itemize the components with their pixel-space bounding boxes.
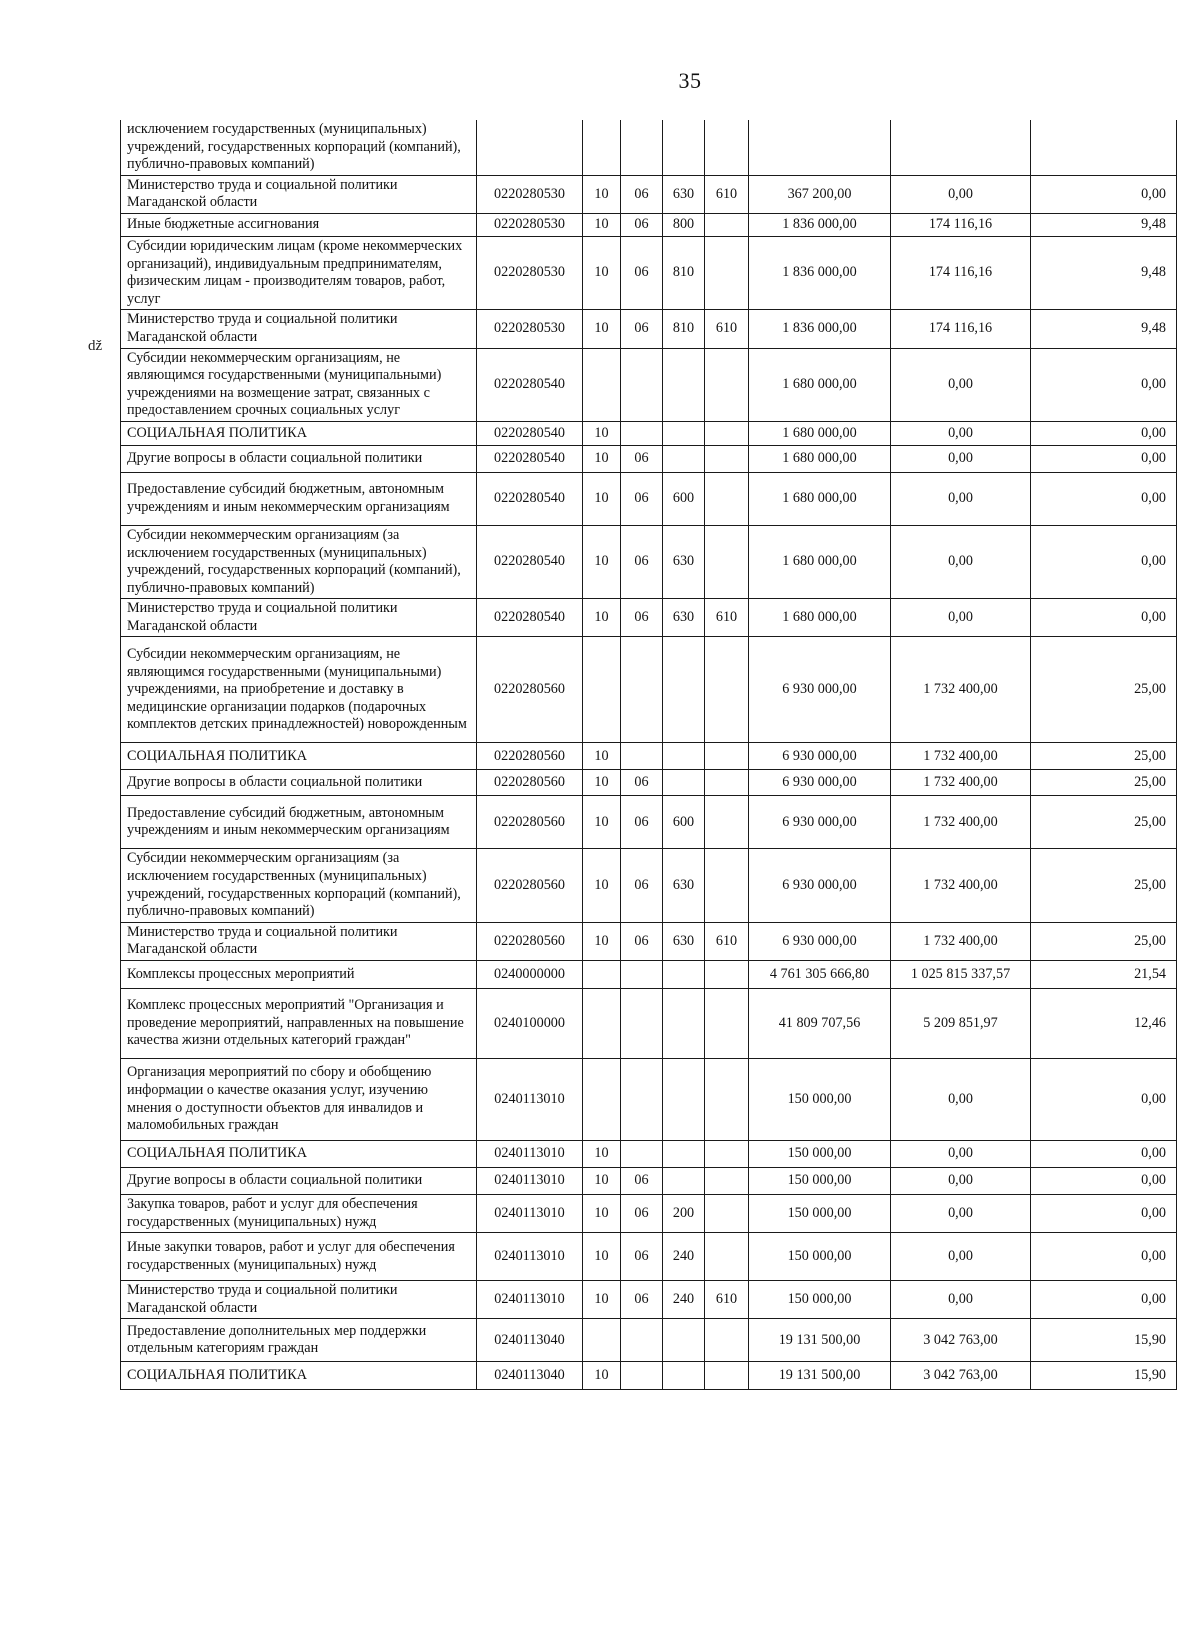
cell-target-code: 0240113040 <box>477 1319 583 1362</box>
cell-planned-amount: 1 680 000,00 <box>749 599 891 637</box>
cell-name: Министерство труда и социальной политики Магаданской области <box>121 1281 477 1319</box>
cell-subsection <box>621 1362 663 1390</box>
cell-execution-percent: 25,00 <box>1031 922 1177 960</box>
cell-name: Иные закупки товаров, работ и услуг для обеспечения государственных (муниципальных) нужд <box>121 1233 477 1281</box>
cell-target-code: 0220280560 <box>477 743 583 770</box>
cell-planned-amount: 367 200,00 <box>749 175 891 213</box>
cell-administrator-code <box>705 796 749 849</box>
cell-section: 10 <box>583 525 621 598</box>
cell-section <box>583 637 621 743</box>
table-row <box>121 310 1177 348</box>
cell-name: Комплексы процессных мероприятий <box>121 961 477 989</box>
cell-execution-percent: 25,00 <box>1031 743 1177 770</box>
cell-administrator-code <box>705 213 749 236</box>
cell-section <box>583 1059 621 1141</box>
cell-execution-percent: 9,48 <box>1031 236 1177 309</box>
cell-name: Другие вопросы в области социальной политики <box>121 1168 477 1195</box>
cell-target-code: 0220280540 <box>477 599 583 637</box>
cell-planned-amount: 6 930 000,00 <box>749 849 891 922</box>
cell-administrator-code: 610 <box>705 1281 749 1319</box>
cell-section: 10 <box>583 922 621 960</box>
table-row <box>121 472 1177 525</box>
table-row <box>121 1059 1177 1141</box>
cell-executed-amount: 0,00 <box>891 445 1031 472</box>
cell-executed-amount: 1 732 400,00 <box>891 637 1031 743</box>
cell-section: 10 <box>583 1168 621 1195</box>
cell-planned-amount: 6 930 000,00 <box>749 922 891 960</box>
cell-subsection: 06 <box>621 175 663 213</box>
cell-administrator-code <box>705 1141 749 1168</box>
cell-section <box>583 120 621 175</box>
cell-section: 10 <box>583 213 621 236</box>
cell-subsection: 06 <box>621 472 663 525</box>
cell-executed-amount: 0,00 <box>891 348 1031 421</box>
cell-section: 10 <box>583 1195 621 1233</box>
cell-name: Иные бюджетные ассигнования <box>121 213 477 236</box>
cell-administrator-code <box>705 348 749 421</box>
cell-section: 10 <box>583 1281 621 1319</box>
cell-subsection <box>621 989 663 1059</box>
cell-target-code: 0220280560 <box>477 796 583 849</box>
cell-executed-amount: 1 732 400,00 <box>891 796 1031 849</box>
cell-target-code: 0220280540 <box>477 348 583 421</box>
cell-administrator-code: 610 <box>705 922 749 960</box>
cell-subsection <box>621 743 663 770</box>
cell-subsection <box>621 1059 663 1141</box>
cell-expense-type <box>663 421 705 445</box>
cell-subsection <box>621 421 663 445</box>
cell-target-code: 0220280560 <box>477 922 583 960</box>
cell-planned-amount: 1 680 000,00 <box>749 421 891 445</box>
table-row <box>121 637 1177 743</box>
cell-execution-percent: 0,00 <box>1031 421 1177 445</box>
cell-administrator-code <box>705 637 749 743</box>
cell-executed-amount: 0,00 <box>891 525 1031 598</box>
cell-expense-type: 810 <box>663 236 705 309</box>
cell-section: 10 <box>583 770 621 796</box>
cell-planned-amount: 41 809 707,56 <box>749 989 891 1059</box>
cell-name: СОЦИАЛЬНАЯ ПОЛИТИКА <box>121 1362 477 1390</box>
cell-executed-amount: 1 732 400,00 <box>891 922 1031 960</box>
cell-administrator-code <box>705 743 749 770</box>
cell-planned-amount: 1 680 000,00 <box>749 445 891 472</box>
cell-execution-percent: 9,48 <box>1031 213 1177 236</box>
cell-section <box>583 989 621 1059</box>
table-row <box>121 1195 1177 1233</box>
table-row <box>121 1233 1177 1281</box>
cell-administrator-code <box>705 120 749 175</box>
cell-subsection: 06 <box>621 770 663 796</box>
cell-target-code: 0220280530 <box>477 175 583 213</box>
cell-executed-amount: 0,00 <box>891 1141 1031 1168</box>
cell-execution-percent: 21,54 <box>1031 961 1177 989</box>
cell-executed-amount: 1 025 815 337,57 <box>891 961 1031 989</box>
cell-target-code: 0240113010 <box>477 1195 583 1233</box>
cell-execution-percent: 25,00 <box>1031 770 1177 796</box>
cell-planned-amount: 6 930 000,00 <box>749 743 891 770</box>
cell-section: 10 <box>583 236 621 309</box>
cell-target-code: 0240113040 <box>477 1362 583 1390</box>
cell-execution-percent: 0,00 <box>1031 1233 1177 1281</box>
cell-expense-type: 630 <box>663 922 705 960</box>
cell-subsection: 06 <box>621 445 663 472</box>
cell-target-code: 0240113010 <box>477 1168 583 1195</box>
cell-administrator-code <box>705 445 749 472</box>
cell-expense-type: 630 <box>663 175 705 213</box>
cell-executed-amount: 0,00 <box>891 1233 1031 1281</box>
cell-target-code: 0240113010 <box>477 1281 583 1319</box>
cell-target-code: 0240100000 <box>477 989 583 1059</box>
cell-administrator-code <box>705 770 749 796</box>
cell-planned-amount: 19 131 500,00 <box>749 1362 891 1390</box>
cell-name: Министерство труда и социальной политики Магаданской области <box>121 599 477 637</box>
cell-execution-percent: 25,00 <box>1031 637 1177 743</box>
cell-planned-amount: 6 930 000,00 <box>749 796 891 849</box>
cell-name: СОЦИАЛЬНАЯ ПОЛИТИКА <box>121 743 477 770</box>
cell-executed-amount: 3 042 763,00 <box>891 1319 1031 1362</box>
cell-execution-percent: 12,46 <box>1031 989 1177 1059</box>
cell-target-code: 0240113010 <box>477 1141 583 1168</box>
cell-executed-amount: 3 042 763,00 <box>891 1362 1031 1390</box>
cell-planned-amount: 150 000,00 <box>749 1059 891 1141</box>
cell-section: 10 <box>583 175 621 213</box>
cell-expense-type: 240 <box>663 1233 705 1281</box>
cell-planned-amount: 150 000,00 <box>749 1233 891 1281</box>
cell-planned-amount: 19 131 500,00 <box>749 1319 891 1362</box>
budget-table <box>120 120 1177 1390</box>
cell-executed-amount: 1 732 400,00 <box>891 849 1031 922</box>
cell-executed-amount: 5 209 851,97 <box>891 989 1031 1059</box>
cell-execution-percent: 0,00 <box>1031 1281 1177 1319</box>
cell-subsection: 06 <box>621 236 663 309</box>
cell-planned-amount: 150 000,00 <box>749 1195 891 1233</box>
table-row <box>121 421 1177 445</box>
table-row <box>121 743 1177 770</box>
cell-administrator-code <box>705 1233 749 1281</box>
table-row <box>121 796 1177 849</box>
cell-name: Субсидии некоммерческим организациям, не являющимся государственными (муниципальными) учреждениями, на приобретение и доставку в медицинские организации подарков (подарочных комплектов детских принадлежностей) новорожденным <box>121 637 477 743</box>
cell-administrator-code <box>705 525 749 598</box>
cell-name: Другие вопросы в области социальной политики <box>121 445 477 472</box>
cell-execution-percent: 0,00 <box>1031 472 1177 525</box>
table-row <box>121 989 1177 1059</box>
cell-subsection: 06 <box>621 1195 663 1233</box>
cell-expense-type <box>663 120 705 175</box>
cell-name: Организация мероприятий по сбору и обобщению информации о качестве оказания услуг, изучению мнения о доступности объектов для инвалидов и маломобильных граждан <box>121 1059 477 1141</box>
cell-target-code: 0220280560 <box>477 637 583 743</box>
table-row <box>121 922 1177 960</box>
cell-target-code: 0240000000 <box>477 961 583 989</box>
table-row <box>121 445 1177 472</box>
cell-section <box>583 348 621 421</box>
cell-target-code: 0240113010 <box>477 1233 583 1281</box>
table-row <box>121 599 1177 637</box>
cell-target-code: 0240113010 <box>477 1059 583 1141</box>
cell-subsection: 06 <box>621 599 663 637</box>
cell-expense-type <box>663 1141 705 1168</box>
cell-expense-type <box>663 348 705 421</box>
cell-execution-percent <box>1031 120 1177 175</box>
cell-executed-amount: 174 116,16 <box>891 213 1031 236</box>
cell-section: 10 <box>583 310 621 348</box>
cell-section: 10 <box>583 743 621 770</box>
cell-planned-amount: 150 000,00 <box>749 1168 891 1195</box>
cell-planned-amount: 1 680 000,00 <box>749 472 891 525</box>
cell-subsection: 06 <box>621 1168 663 1195</box>
cell-target-code: 0220280540 <box>477 525 583 598</box>
cell-expense-type: 200 <box>663 1195 705 1233</box>
cell-executed-amount: 0,00 <box>891 421 1031 445</box>
cell-planned-amount: 6 930 000,00 <box>749 770 891 796</box>
cell-target-code: 0220280540 <box>477 445 583 472</box>
cell-target-code <box>477 120 583 175</box>
cell-target-code: 0220280530 <box>477 310 583 348</box>
cell-expense-type <box>663 637 705 743</box>
cell-execution-percent: 0,00 <box>1031 1168 1177 1195</box>
cell-administrator-code <box>705 961 749 989</box>
cell-expense-type: 630 <box>663 849 705 922</box>
cell-execution-percent: 0,00 <box>1031 599 1177 637</box>
cell-planned-amount: 1 836 000,00 <box>749 236 891 309</box>
table-row <box>121 120 1177 175</box>
cell-executed-amount: 1 732 400,00 <box>891 770 1031 796</box>
cell-planned-amount: 1 836 000,00 <box>749 310 891 348</box>
cell-subsection <box>621 1141 663 1168</box>
cell-name: исключением государственных (муниципальных) учреждений, государственных корпораций (компаний), публично-правовых компаний) <box>121 120 477 175</box>
cell-subsection: 06 <box>621 796 663 849</box>
cell-execution-percent: 25,00 <box>1031 849 1177 922</box>
table-row <box>121 213 1177 236</box>
cell-name: Субсидии некоммерческим организациям (за исключением государственных (муниципальных) учреждений, государственных корпораций (компаний), публично-правовых компаний) <box>121 525 477 598</box>
cell-executed-amount: 0,00 <box>891 472 1031 525</box>
cell-expense-type: 600 <box>663 796 705 849</box>
cell-expense-type: 630 <box>663 525 705 598</box>
table-row <box>121 525 1177 598</box>
cell-planned-amount <box>749 120 891 175</box>
cell-name: Субсидии юридическим лицам (кроме некоммерческих организаций), индивидуальным предпринимателям, физическим лицам - производителям товаров, работ, услуг <box>121 236 477 309</box>
cell-execution-percent: 25,00 <box>1031 796 1177 849</box>
cell-administrator-code <box>705 236 749 309</box>
cell-name: Министерство труда и социальной политики Магаданской области <box>121 922 477 960</box>
cell-executed-amount: 174 116,16 <box>891 236 1031 309</box>
cell-executed-amount: 0,00 <box>891 1281 1031 1319</box>
cell-name: Предоставление субсидий бюджетным, автономным учреждениям и иным некоммерческим организациям <box>121 472 477 525</box>
cell-section: 10 <box>583 1141 621 1168</box>
cell-target-code: 0220280560 <box>477 849 583 922</box>
cell-administrator-code <box>705 1168 749 1195</box>
cell-administrator-code <box>705 1319 749 1362</box>
cell-name: Министерство труда и социальной политики Магаданской области <box>121 175 477 213</box>
cell-target-code: 0220280540 <box>477 472 583 525</box>
cell-target-code: 0220280540 <box>477 421 583 445</box>
cell-subsection: 06 <box>621 922 663 960</box>
cell-expense-type <box>663 1319 705 1362</box>
cell-subsection <box>621 961 663 989</box>
cell-expense-type <box>663 743 705 770</box>
cell-expense-type <box>663 1362 705 1390</box>
cell-administrator-code <box>705 849 749 922</box>
margin-handwritten-mark: ǆ <box>88 338 103 354</box>
cell-execution-percent: 9,48 <box>1031 310 1177 348</box>
cell-administrator-code <box>705 1059 749 1141</box>
cell-name: СОЦИАЛЬНАЯ ПОЛИТИКА <box>121 1141 477 1168</box>
cell-section <box>583 1319 621 1362</box>
cell-section: 10 <box>583 472 621 525</box>
cell-administrator-code: 610 <box>705 175 749 213</box>
cell-execution-percent: 0,00 <box>1031 1195 1177 1233</box>
table-row <box>121 348 1177 421</box>
table-row <box>121 236 1177 309</box>
cell-executed-amount <box>891 120 1031 175</box>
cell-name: Предоставление субсидий бюджетным, автономным учреждениям и иным некоммерческим организациям <box>121 796 477 849</box>
cell-executed-amount: 0,00 <box>891 599 1031 637</box>
budget-table-body <box>121 120 1177 1390</box>
page-number: 35 <box>678 68 702 93</box>
cell-name: СОЦИАЛЬНАЯ ПОЛИТИКА <box>121 421 477 445</box>
cell-planned-amount: 1 680 000,00 <box>749 348 891 421</box>
cell-section: 10 <box>583 599 621 637</box>
cell-name: Министерство труда и социальной политики Магаданской области <box>121 310 477 348</box>
cell-administrator-code <box>705 1362 749 1390</box>
cell-subsection: 06 <box>621 1281 663 1319</box>
cell-execution-percent: 0,00 <box>1031 1141 1177 1168</box>
cell-subsection: 06 <box>621 310 663 348</box>
cell-administrator-code: 610 <box>705 310 749 348</box>
cell-executed-amount: 174 116,16 <box>891 310 1031 348</box>
cell-administrator-code <box>705 989 749 1059</box>
table-row <box>121 175 1177 213</box>
cell-executed-amount: 0,00 <box>891 1195 1031 1233</box>
cell-section: 10 <box>583 1362 621 1390</box>
cell-planned-amount: 6 930 000,00 <box>749 637 891 743</box>
cell-target-code: 0220280530 <box>477 213 583 236</box>
cell-expense-type: 810 <box>663 310 705 348</box>
cell-planned-amount: 4 761 305 666,80 <box>749 961 891 989</box>
cell-planned-amount: 1 680 000,00 <box>749 525 891 598</box>
cell-section: 10 <box>583 796 621 849</box>
cell-section: 10 <box>583 421 621 445</box>
cell-name: Другие вопросы в области социальной политики <box>121 770 477 796</box>
cell-administrator-code <box>705 1195 749 1233</box>
cell-subsection <box>621 348 663 421</box>
cell-subsection: 06 <box>621 525 663 598</box>
table-row <box>121 1168 1177 1195</box>
cell-administrator-code <box>705 472 749 525</box>
table-row <box>121 1319 1177 1362</box>
cell-name: Предоставление дополнительных мер поддержки отдельным категориям граждан <box>121 1319 477 1362</box>
cell-name: Закупка товаров, работ и услуг для обеспечения государственных (муниципальных) нужд <box>121 1195 477 1233</box>
cell-subsection: 06 <box>621 213 663 236</box>
cell-expense-type <box>663 1168 705 1195</box>
cell-name: Комплекс процессных мероприятий "Организация и проведение мероприятий, направленных на повышение качества жизни отдельных категорий граждан" <box>121 989 477 1059</box>
cell-execution-percent: 15,90 <box>1031 1362 1177 1390</box>
cell-subsection <box>621 1319 663 1362</box>
table-row <box>121 1141 1177 1168</box>
cell-section: 10 <box>583 445 621 472</box>
cell-planned-amount: 1 836 000,00 <box>749 213 891 236</box>
cell-target-code: 0220280560 <box>477 770 583 796</box>
cell-executed-amount: 0,00 <box>891 1168 1031 1195</box>
cell-name: Субсидии некоммерческим организациям, не являющимся государственными (муниципальными) учреждениями на возмещение затрат, связанных с предоставлением срочных социальных услуг <box>121 348 477 421</box>
cell-expense-type <box>663 989 705 1059</box>
cell-expense-type: 800 <box>663 213 705 236</box>
cell-expense-type <box>663 961 705 989</box>
cell-section: 10 <box>583 1233 621 1281</box>
cell-expense-type <box>663 445 705 472</box>
cell-execution-percent: 15,90 <box>1031 1319 1177 1362</box>
cell-executed-amount: 0,00 <box>891 175 1031 213</box>
table-row <box>121 770 1177 796</box>
cell-execution-percent: 0,00 <box>1031 1059 1177 1141</box>
cell-administrator-code <box>705 421 749 445</box>
cell-subsection <box>621 637 663 743</box>
cell-target-code: 0220280530 <box>477 236 583 309</box>
cell-planned-amount: 150 000,00 <box>749 1281 891 1319</box>
cell-expense-type: 240 <box>663 1281 705 1319</box>
cell-subsection: 06 <box>621 849 663 922</box>
cell-expense-type <box>663 770 705 796</box>
table-row <box>121 1281 1177 1319</box>
cell-subsection <box>621 120 663 175</box>
cell-execution-percent: 0,00 <box>1031 175 1177 213</box>
cell-expense-type: 630 <box>663 599 705 637</box>
cell-administrator-code: 610 <box>705 599 749 637</box>
cell-subsection: 06 <box>621 1233 663 1281</box>
cell-section: 10 <box>583 849 621 922</box>
cell-expense-type <box>663 1059 705 1141</box>
cell-name: Субсидии некоммерческим организациям (за исключением государственных (муниципальных) учреждений, государственных корпораций (компаний), публично-правовых компаний) <box>121 849 477 922</box>
table-row <box>121 1362 1177 1390</box>
table-row <box>121 961 1177 989</box>
cell-executed-amount: 0,00 <box>891 1059 1031 1141</box>
cell-planned-amount: 150 000,00 <box>749 1141 891 1168</box>
cell-section <box>583 961 621 989</box>
cell-execution-percent: 0,00 <box>1031 445 1177 472</box>
cell-expense-type: 600 <box>663 472 705 525</box>
cell-execution-percent: 0,00 <box>1031 525 1177 598</box>
table-row <box>121 849 1177 922</box>
cell-execution-percent: 0,00 <box>1031 348 1177 421</box>
cell-executed-amount: 1 732 400,00 <box>891 743 1031 770</box>
